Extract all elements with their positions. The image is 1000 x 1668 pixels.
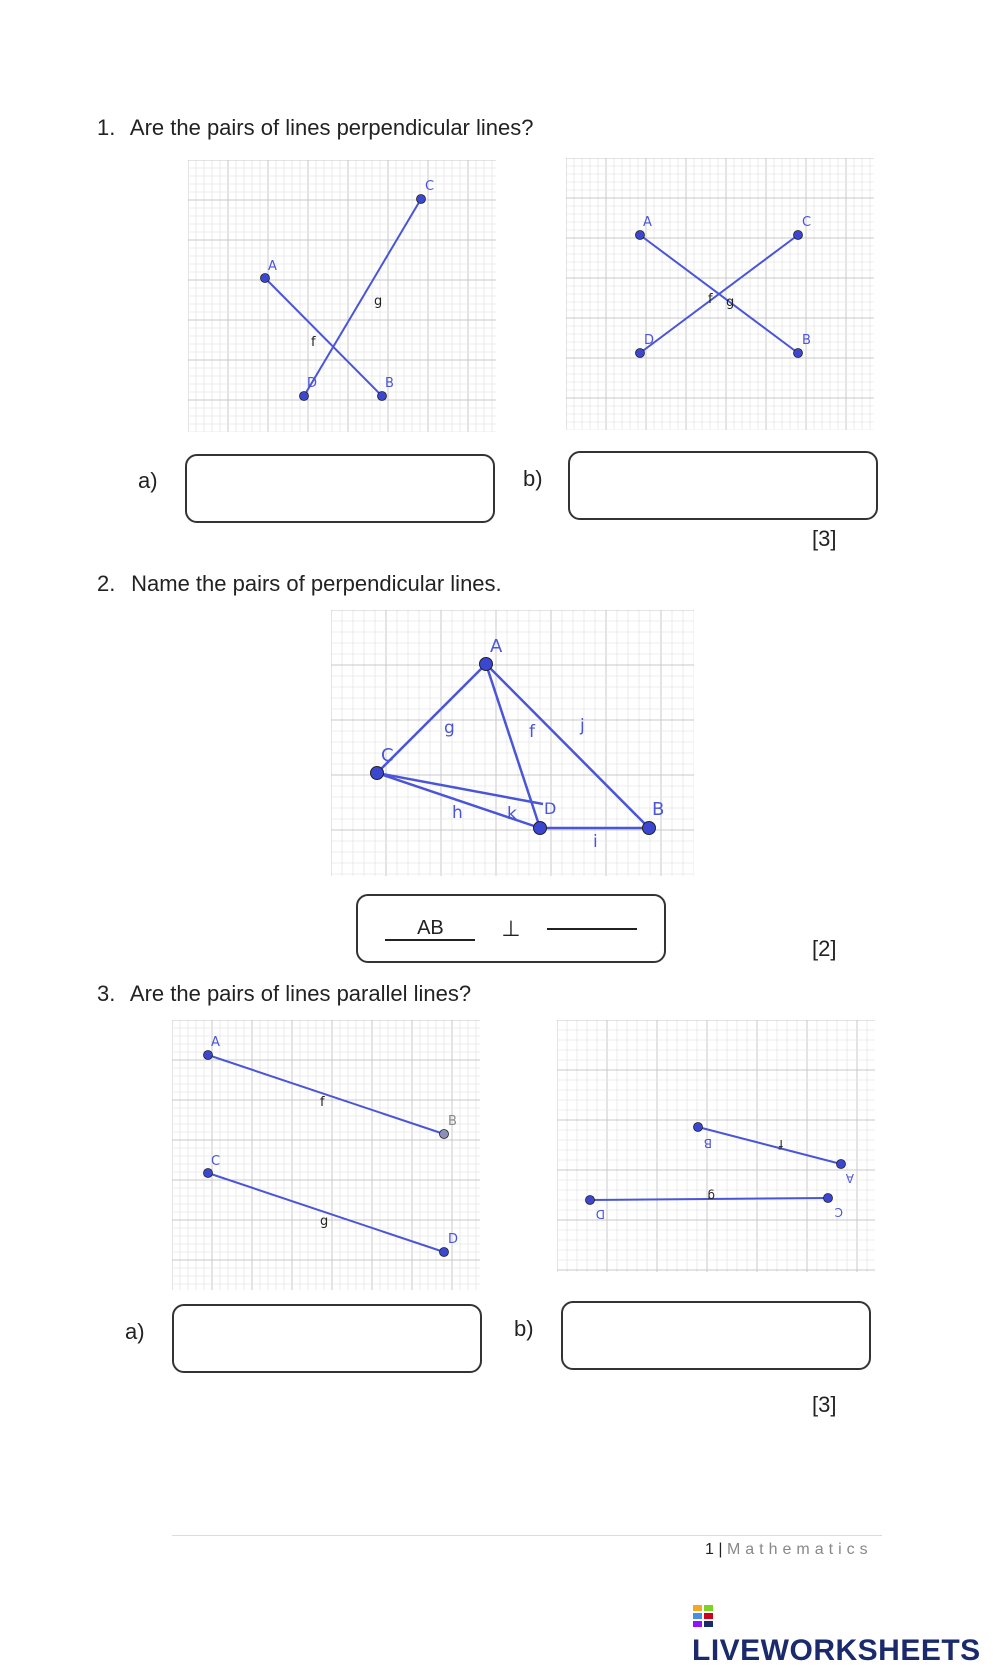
q1-answer-a-input[interactable]	[185, 454, 495, 523]
point-d	[440, 1248, 449, 1257]
point-b	[440, 1130, 449, 1139]
line-g	[304, 199, 421, 396]
grid-lines	[188, 160, 496, 432]
q3-answer-a-input[interactable]	[172, 1304, 482, 1373]
question-number: 3.	[97, 981, 116, 1006]
q1a-graph	[188, 160, 496, 432]
point-b	[694, 1123, 703, 1132]
label-d: D	[544, 799, 557, 818]
question-text: Are the pairs of lines perpendicular lines?	[129, 115, 534, 140]
point-b	[794, 349, 803, 358]
q2-marks: [2]	[812, 936, 837, 961]
page-footer	[705, 1541, 873, 1559]
brand-text: LIVEWORKSHEETS	[692, 1634, 981, 1667]
page-number: 1	[705, 1541, 714, 1558]
label-d: D	[644, 333, 655, 348]
point-d	[636, 349, 645, 358]
label-b: B	[448, 1114, 457, 1129]
label-i: i	[593, 832, 598, 852]
label-j: j	[580, 716, 585, 736]
footer-divider	[172, 1535, 882, 1536]
label-h: h	[452, 803, 463, 823]
point-c	[371, 767, 384, 780]
label-b: B	[385, 376, 394, 391]
label-f: f	[778, 1137, 783, 1151]
question-2	[97, 571, 502, 597]
grid-lines	[557, 1020, 875, 1272]
point-c	[417, 195, 426, 204]
q2-figure	[331, 610, 694, 876]
question-number: 1.	[97, 115, 116, 140]
line-g	[208, 1173, 444, 1252]
label-b: B	[703, 1136, 712, 1150]
label-c: C	[381, 745, 394, 766]
q3b-graph	[557, 1020, 875, 1272]
point-d	[534, 822, 547, 835]
label-a: A	[643, 215, 652, 230]
q1-answer-b-input[interactable]	[568, 451, 878, 520]
q2-graph	[331, 610, 694, 876]
point-b	[643, 822, 656, 835]
label-f: f	[708, 292, 713, 307]
answer-label-a: a)	[125, 1319, 145, 1344]
label-d: D	[448, 1232, 459, 1247]
point-c	[824, 1194, 833, 1203]
q2-answer-box	[356, 894, 666, 963]
question-text: Are the pairs of lines parallel lines?	[129, 981, 472, 1006]
point-a	[480, 658, 493, 671]
q3-figure-b	[557, 1020, 875, 1272]
label-a: A	[845, 1171, 854, 1185]
label-c: C	[802, 215, 812, 230]
point-a	[837, 1160, 846, 1169]
label-a: A	[268, 259, 277, 274]
q2-answer-second-input[interactable]	[547, 928, 637, 930]
point-a	[204, 1051, 213, 1060]
label-d: D	[595, 1207, 605, 1221]
point-d	[586, 1196, 595, 1205]
label-a: A	[211, 1035, 220, 1050]
line-f	[698, 1127, 841, 1164]
label-c: C	[834, 1205, 843, 1219]
label-a: A	[490, 636, 503, 657]
q1b-graph	[566, 158, 874, 430]
q1-figure-a	[188, 160, 496, 432]
label-g: g	[726, 295, 735, 310]
answer-label-b: b)	[523, 466, 543, 491]
answer-label-a: a)	[138, 468, 158, 493]
perpendicular-symbol: ⊥	[501, 915, 521, 941]
point-c	[204, 1169, 213, 1178]
point-c	[794, 231, 803, 240]
q3-figure-a	[172, 1020, 480, 1290]
label-g: g	[444, 718, 455, 738]
label-g: g	[374, 294, 383, 309]
q1-figure-b	[566, 158, 874, 430]
label-b: B	[802, 333, 811, 348]
point-b	[378, 392, 387, 401]
q1-marks: [3]	[812, 526, 837, 551]
label-c: C	[211, 1154, 221, 1169]
label-g: g	[707, 1189, 715, 1203]
liveworksheets-icon	[692, 1603, 714, 1629]
label-k: k	[507, 804, 517, 824]
footer-separator: |	[713, 1541, 727, 1558]
label-f: f	[320, 1095, 325, 1110]
label-c: C	[425, 179, 435, 194]
answer-label-b: b)	[514, 1316, 534, 1341]
label-g: g	[320, 1214, 329, 1229]
label-f: f	[529, 722, 535, 742]
liveworksheets-logo	[692, 1600, 1000, 1668]
question-1	[97, 115, 533, 141]
question-number: 2.	[97, 571, 116, 596]
q3a-graph	[172, 1020, 480, 1290]
q2-answer-first: AB	[385, 917, 475, 941]
line-f	[208, 1055, 444, 1134]
question-text: Name the pairs of perpendicular lines.	[131, 571, 502, 596]
label-d: D	[307, 376, 318, 391]
label-b: B	[652, 799, 665, 820]
label-f: f	[311, 335, 316, 350]
point-d	[300, 392, 309, 401]
q3-answer-b-input[interactable]	[561, 1301, 871, 1370]
question-3	[97, 981, 471, 1007]
point-a	[636, 231, 645, 240]
point-a	[261, 274, 270, 283]
q3-marks: [3]	[812, 1392, 837, 1417]
footer-subject: Mathematics	[726, 1541, 873, 1558]
